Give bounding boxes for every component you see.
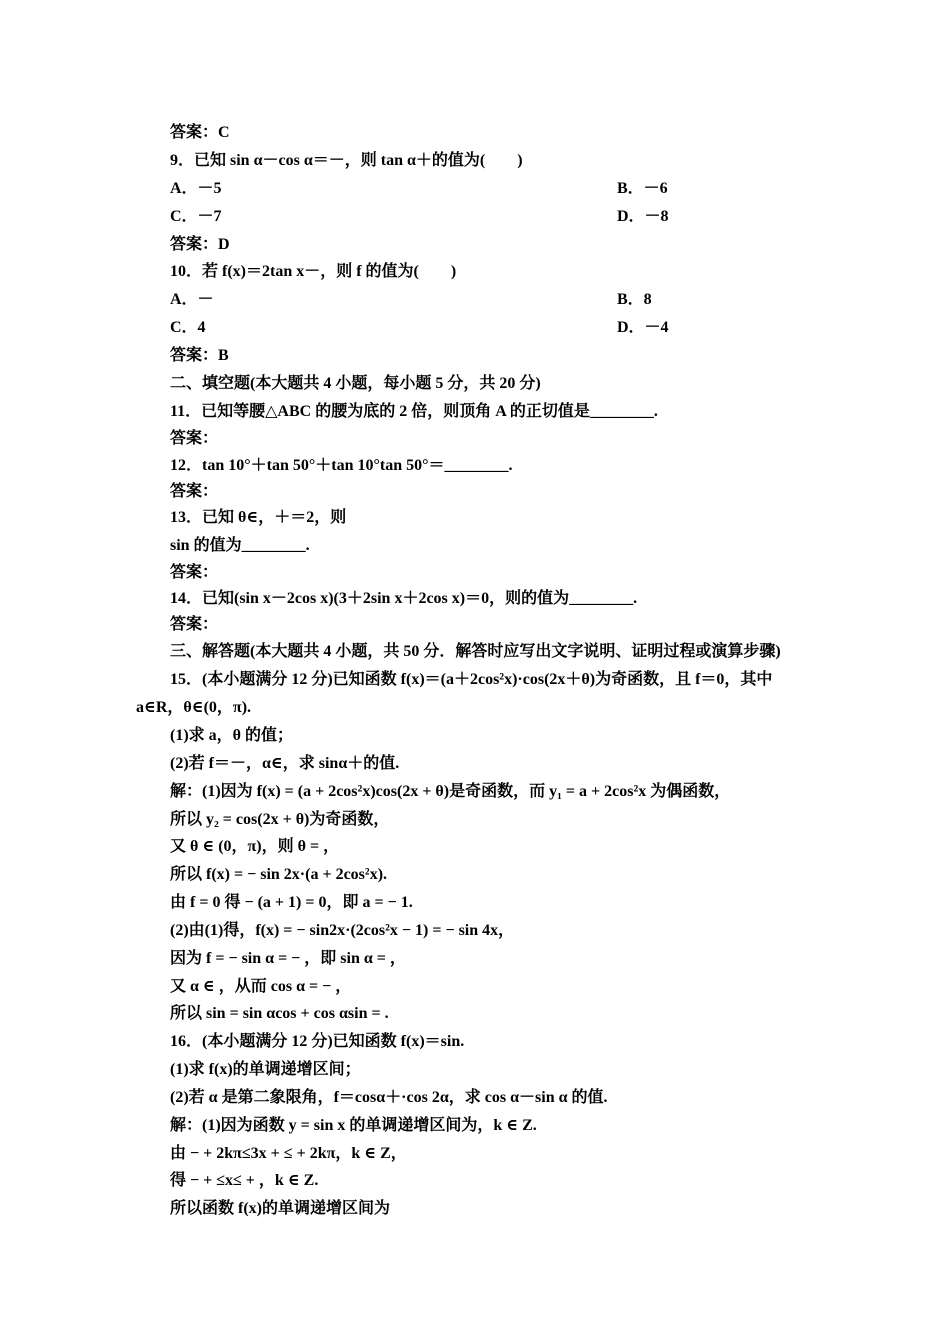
- section-heading-fill: 二、填空题(本大题共 4 小题，每小题 5 分，共 20 分): [170, 375, 541, 392]
- question-15-cont: a∈R，θ∈(0，π).: [136, 699, 252, 716]
- solution-16-line3: 得 − + ≤x≤ + ，k ∈ Z.: [170, 1172, 319, 1189]
- option-10d: D．－4: [617, 319, 669, 336]
- answer-9: 答案：D: [170, 236, 230, 253]
- solution-16-line1: 解：(1)因为函数 y = sin x 的单调递增区间为，k ∈ Z.: [170, 1117, 537, 1134]
- solution-15-line7: 因为 f = − sin α = − ，即 sin α = ，: [170, 950, 406, 967]
- question-13: 13．已知 θ∈，＋＝2，则: [170, 509, 347, 526]
- answer-14: 答案：: [170, 616, 219, 633]
- solution-15-line3: 又 θ ∈ (0，π)，则 θ = ，: [170, 838, 340, 855]
- options-9-row2: [170, 207, 832, 227]
- solution-15-line2: 所以 y₂ = cos(2x + θ)为奇函数，: [170, 811, 390, 828]
- question-15-part1: (1)求 a，θ 的值；: [170, 727, 294, 744]
- solution-15-line6: (2)由(1)得，f(x) = − sin2x·(2cos²x − 1) = − sin 4x，: [170, 922, 515, 939]
- question-16-part2: (2)若 α 是第二象限角，f＝cosα＋·cos 2α，求 cos α－sin α 的值.: [170, 1089, 608, 1106]
- question-12: 12．tan 10°＋tan 50°＋tan 10°tan 50°＝________.: [170, 457, 513, 474]
- answer-13: 答案：: [170, 564, 219, 581]
- section-heading-solve: 三、解答题(本大题共 4 小题，共 50 分．解答时应写出文字说明、证明过程或演算步骤): [170, 643, 781, 660]
- solution-16-line4: 所以函数 f(x)的单调递增区间为: [170, 1200, 390, 1217]
- question-9: 9．已知 sin α－cos α＝－，则 tan α＋的值为( ): [170, 152, 523, 169]
- option-9b: B．－6: [617, 180, 668, 197]
- question-15-part2: (2)若 f＝－，α∈，求 sinα＋的值.: [170, 755, 400, 772]
- answer-12: 答案：: [170, 483, 219, 500]
- solution-15-line4: 所以 f(x) = − sin 2x·(a + 2cos²x).: [170, 866, 388, 883]
- option-9a: A．－5: [170, 180, 222, 197]
- answer-10: 答案：B: [170, 347, 229, 364]
- option-10c: C．4: [170, 319, 206, 336]
- question-10: 10．若 f(x)＝2tan x－，则 f 的值为( ): [170, 263, 457, 280]
- question-15: 15．(本小题满分 12 分)已知函数 f(x)＝(a＋2cos²x)·cos(2x＋θ)为奇函数，且 f＝0，其中: [170, 671, 773, 688]
- question-16-part1: (1)求 f(x)的单调递增区间；: [170, 1061, 361, 1078]
- options-10-row2: [170, 318, 832, 338]
- option-9c: C．－7: [170, 208, 222, 225]
- option-10b: B．8: [617, 291, 652, 308]
- solution-15-line1: 解：(1)因为 f(x) = (a + 2cos²x)cos(2x + θ)是奇函数，而 y₁ = a + 2cos²x 为偶函数，: [170, 783, 731, 800]
- solution-16-line2: 由 − + 2kπ≤3x + ≤ + 2kπ，k ∈ Z，: [170, 1145, 407, 1162]
- question-14: 14．已知(sin x－2cos x)(3＋2sin x＋2cos x)＝0，则的值为________.: [170, 590, 638, 607]
- solution-15-line5: 由 f = 0 得 − (a + 1) = 0，即 a = − 1.: [170, 894, 413, 911]
- question-16: 16．(本小题满分 12 分)已知函数 f(x)＝sin.: [170, 1033, 465, 1050]
- options-9-row1: [170, 179, 832, 199]
- option-9d: D．－8: [617, 208, 669, 225]
- answer-8: 答案：C: [170, 124, 230, 141]
- options-10-row1: [170, 290, 832, 310]
- solution-15-line9: 所以 sin = sin αcos + cos αsin = .: [170, 1005, 389, 1022]
- solution-15-line8: 又 α ∈ ，从而 cos α = − ，: [170, 978, 352, 995]
- question-13-cont: sin 的值为________.: [170, 537, 310, 554]
- answer-11: 答案：: [170, 430, 219, 447]
- option-10a: A．－: [170, 291, 214, 308]
- question-11: 11．已知等腰△ABC 的腰为底的 2 倍，则顶角 A 的正切值是________.: [170, 403, 658, 420]
